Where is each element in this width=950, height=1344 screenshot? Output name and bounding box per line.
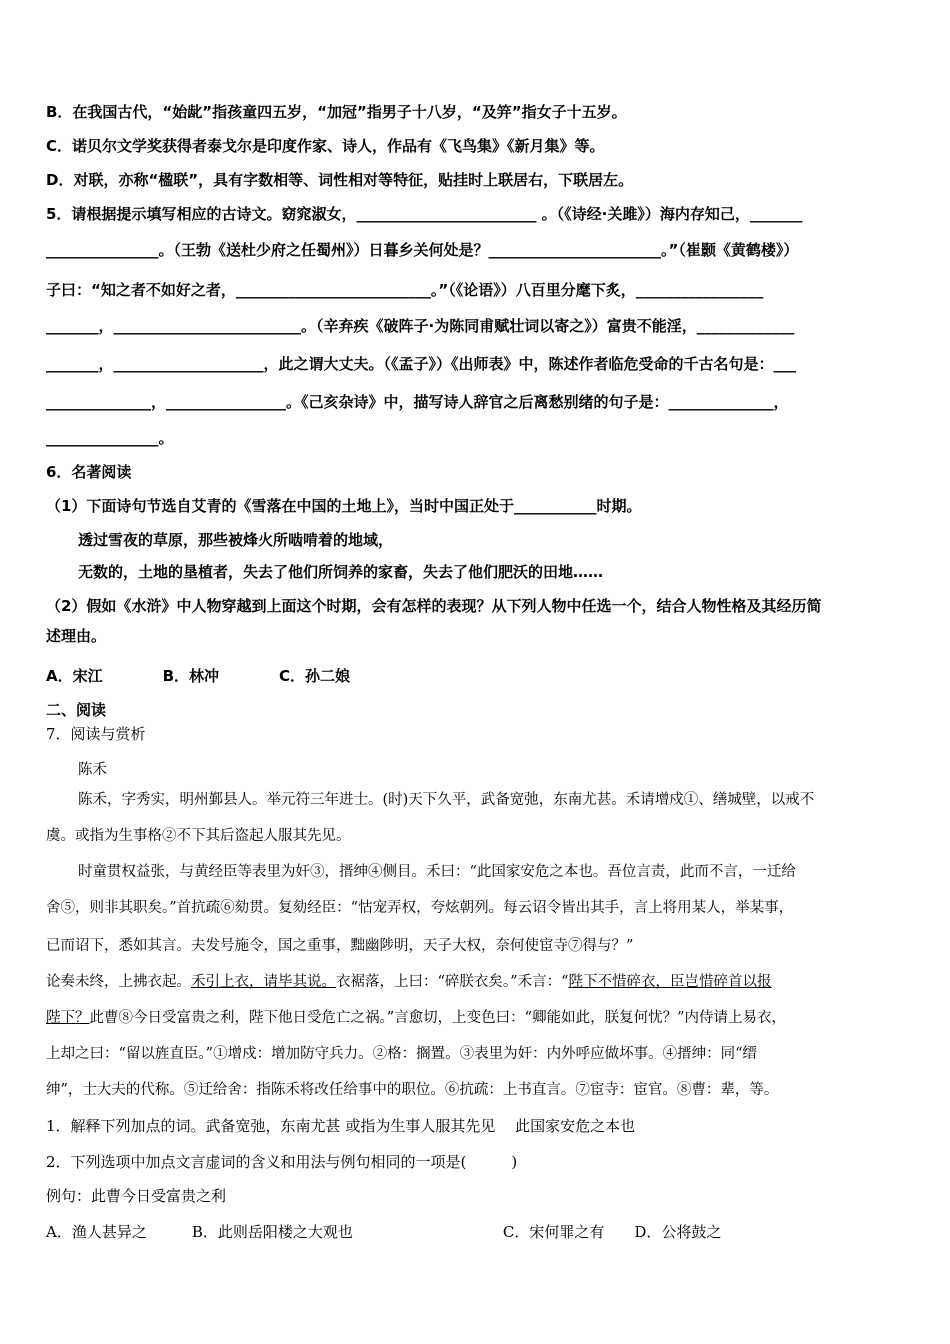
text-segment: ___________ [513, 497, 597, 515]
text-line [46, 826, 351, 846]
text-line [46, 240, 798, 260]
text-segment: 此曹⑧今日受富贵之利，陛下他日受危亡之祸。”言愈切，上变色曰：“卿能如此，朕复何忧？”内侍请上易衣， [89, 1010, 786, 1026]
text-segment: （2）假如《水浒》中人物穿越到上面这个时期，会有怎样的表现？从下列人物中任选一个，结合人物性格及其经历简 [46, 597, 822, 615]
text-segment: 论奏未终，上拂衣起。 [46, 974, 191, 990]
text-line [46, 724, 146, 744]
text-segment: 上却之曰：“留以旌直臣。”①增戍：增加防守兵力。②格：搁置。③表里为奸：内外呼应做坏事。④搢绅：同“缙 [46, 1046, 757, 1062]
text-line [46, 102, 627, 122]
text-segment: _______，_________________________。（辛弃疾《破阵子·为陈同甫赋壮词以寄之》）富贵不能淫，_____________ [46, 317, 795, 335]
text-segment: 例句：此曹今日受富贵之利 [46, 1187, 227, 1205]
text-line [46, 898, 793, 918]
text-segment: ______________，________________。《己亥杂诗》中，描写诗人辞官之后离愁别绪的句子是：______________， [46, 393, 789, 411]
text-segment: 时期。 [596, 497, 642, 515]
text-segment: 已而诏下，悉如其言。夫发号施令，国之重事，黜幽陟明，天子大权，奈何使宦寺⑦得与？” [46, 938, 634, 954]
text-segment: C．诺贝尔文学奖获得者泰戈尔是印度作家、诗人，作品有《飞鸟集》《新月集》等。 [46, 137, 605, 155]
text-line [78, 562, 603, 582]
text-segment: 6．名著阅读 [46, 463, 132, 481]
text-line [46, 462, 131, 482]
text-line [46, 700, 106, 720]
text-line [46, 354, 796, 374]
text-segment: 述理由。 [46, 627, 107, 645]
text-line [46, 1044, 757, 1064]
text-segment: 1．解释下列加点的词。武备宽弛，东南尤甚 或指为生事人服其先见 此国家安危之本也 [46, 1117, 636, 1135]
text-segment: 时童贯权益张，与黄经臣等表里为奸③，搢绅④侧目。禾曰：“此国家安危之本也。吾位言责，此而不言，一迁给 [78, 864, 796, 880]
text-line [46, 428, 174, 448]
text-segment: A．渔人甚异之 B．此则岳阳楼之大观也 C．宋何罪之有 D．公将鼓之 [46, 1223, 722, 1241]
underlined-text: 禾引上衣，请毕其说。 [191, 974, 336, 990]
underlined-text: 陛下不惜碎衣，臣岂惜碎首以报 [568, 974, 772, 990]
text-line [46, 136, 605, 156]
text-line [78, 862, 796, 882]
text-line [46, 170, 633, 190]
text-segment: 2．下列选项中加点文言虚词的含义和用法与例句相同的一项是( ) [46, 1153, 518, 1171]
text-line [46, 1008, 786, 1028]
text-segment: _______________。 [46, 429, 174, 447]
text-line [46, 596, 821, 616]
text-line [46, 1152, 517, 1172]
text-segment: 子曰：“知之者不如好之者，__________________________。”（《论语》）八百里分麾下炙，_________________ [46, 281, 764, 299]
text-segment: D．对联，亦称“楹联”，具有字数相等、词性相对等特征，贴挂时上联居右，下联居左。 [46, 171, 634, 189]
text-segment: 透过雪夜的草原，那些被烽火所啮啃着的地域， [78, 531, 394, 549]
text-line [46, 972, 772, 992]
text-line [46, 204, 802, 224]
text-segment: 无数的，土地的垦植者，失去了他们所饲养的家畜，失去了他们肥沃的田地…… [78, 563, 604, 581]
text-segment: _______________。（王勃《送杜少府之任蜀州》）日暮乡关何处是？_______________________。”（崔颢《黄鹤楼》） [46, 241, 799, 259]
text-line [46, 392, 789, 412]
text-segment: 虞。或指为生事格②不下其后盗起人服其先见。 [46, 828, 351, 844]
text-line [46, 316, 794, 336]
text-segment: 二、阅读 [46, 701, 107, 719]
text-segment: 衣裾落，上曰：“碎朕衣矣。”禾言：“ [336, 974, 569, 990]
text-line [46, 496, 641, 516]
text-line [46, 1222, 721, 1242]
text-line [78, 530, 393, 550]
underlined-text: 陛下？ [46, 1010, 90, 1026]
text-line [46, 1080, 778, 1100]
text-segment: A．宋江 B．林冲 C．孙二娘 [46, 667, 351, 685]
text-line [46, 626, 106, 646]
text-segment: B．在我国古代，“始龀”指孩童四五岁，“加冠”指男子十八岁，“及笄”指女子十五岁。 [46, 103, 627, 121]
text-segment: （1）下面诗句节选自艾青的《雪落在中国的土地上》，当时中国正处于 [46, 497, 514, 515]
text-line [78, 760, 107, 780]
text-segment: 舍⑤，则非其职矣。”首抗疏⑥劾贯。复劾经臣：“怙宠弄权，夸炫朝列。每云诏令皆出其手，言上将用某人，举某事， [46, 900, 794, 916]
text-line [78, 790, 814, 810]
text-segment: _______，____________________，此之谓大丈夫。（《孟子》）《出师表》中，陈述作者临危受命的千古名句是：___ [46, 355, 797, 373]
text-segment: 陈禾，字秀实，明州鄞县人。举元符三年进士。(时)天下久平，武备宽弛，东南尤甚。禾请增戍①、缮城壁，以戒不 [78, 792, 815, 808]
text-line [46, 280, 763, 300]
text-line [46, 1116, 635, 1136]
text-segment: 7．阅读与赏析 [46, 725, 146, 743]
text-line [46, 1186, 226, 1206]
text-line [46, 666, 350, 686]
text-segment: 陈禾 [78, 762, 107, 778]
text-segment: 绅”，士大夫的代称。⑤迁给舍：指陈禾将改任给事中的职位。⑥抗疏：上书直言。⑦宦寺：宦官。⑧曹：辈，等。 [46, 1082, 779, 1098]
text-segment: 5．请根据提示填写相应的古诗文。窈窕淑女，________________________ 。（《诗经·关雎》）海内存知己，_______ [46, 205, 803, 223]
text-line [46, 936, 633, 956]
